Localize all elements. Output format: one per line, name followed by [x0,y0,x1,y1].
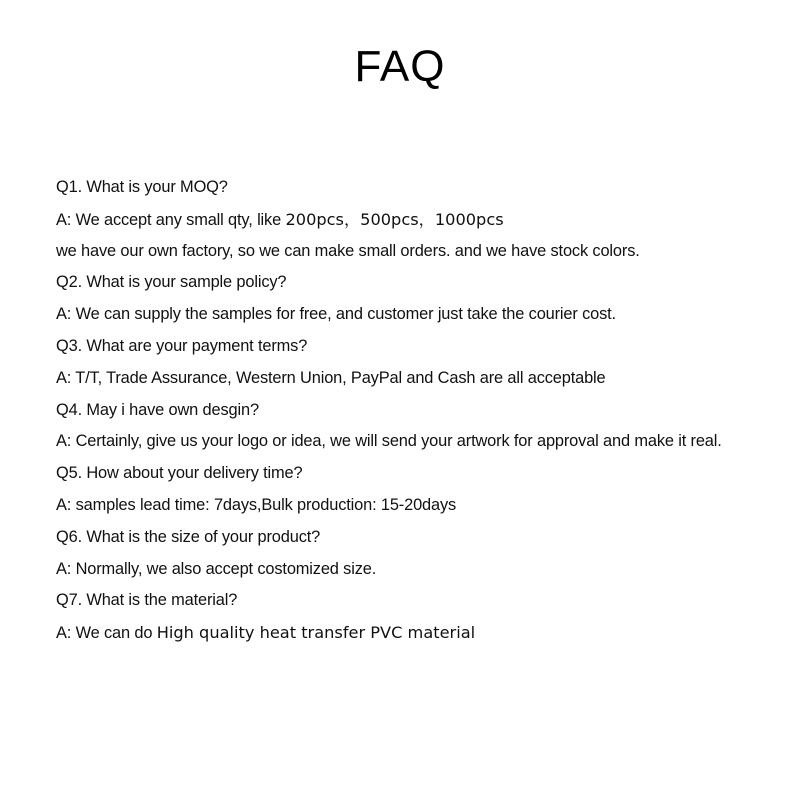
page-title: FAQ [354,42,446,91]
faq-question-1: Q1. What is your MOQ? [56,178,228,196]
faq-question-2: Q2. What is your sample policy? [56,273,287,292]
faq-answer-7-text: A: We can do [56,624,157,643]
faq-answer-1-extra: we have our own factory, so we can make small orders. and we have stock colors. [56,241,640,260]
faq-answer-2: A: We can supply the samples for free, and customer just take the courier cost. [56,305,616,324]
faq-answer-4: A: Certainly, give us your logo or idea, we will send your artwork for approval and make it real. [56,432,722,451]
faq-answer-7 [56,617,791,649]
faq-answer-1 [56,204,791,236]
faq-question-6: Q6. What is the size of your product? [56,527,321,546]
faq-list [56,172,791,649]
faq-answer-6: A: Normally, we also accept costomized size. [56,559,377,578]
faq-answer-3: A: T/T, Trade Assurance, Western Union, PayPal and Cash are all acceptable [56,368,606,387]
faq-question-3: Q3. What are your payment terms? [56,336,308,355]
faq-answer-5: A: samples lead time: 7days,Bulk production: 15-20days [56,495,457,514]
faq-question-7: Q7. What is the material? [56,591,238,610]
faq-question-4: Q4. May i have own desgin? [56,400,259,419]
faq-answer-7-material: High quality heat transfer PVC material [156,623,476,643]
faq-answer-1-quantities: 200pcs，500pcs，1000pcs [285,209,504,229]
faq-question-5: Q5. How about your delivery time? [56,464,303,483]
faq-answer-1-text: A: We accept any small qty, like [56,210,286,229]
